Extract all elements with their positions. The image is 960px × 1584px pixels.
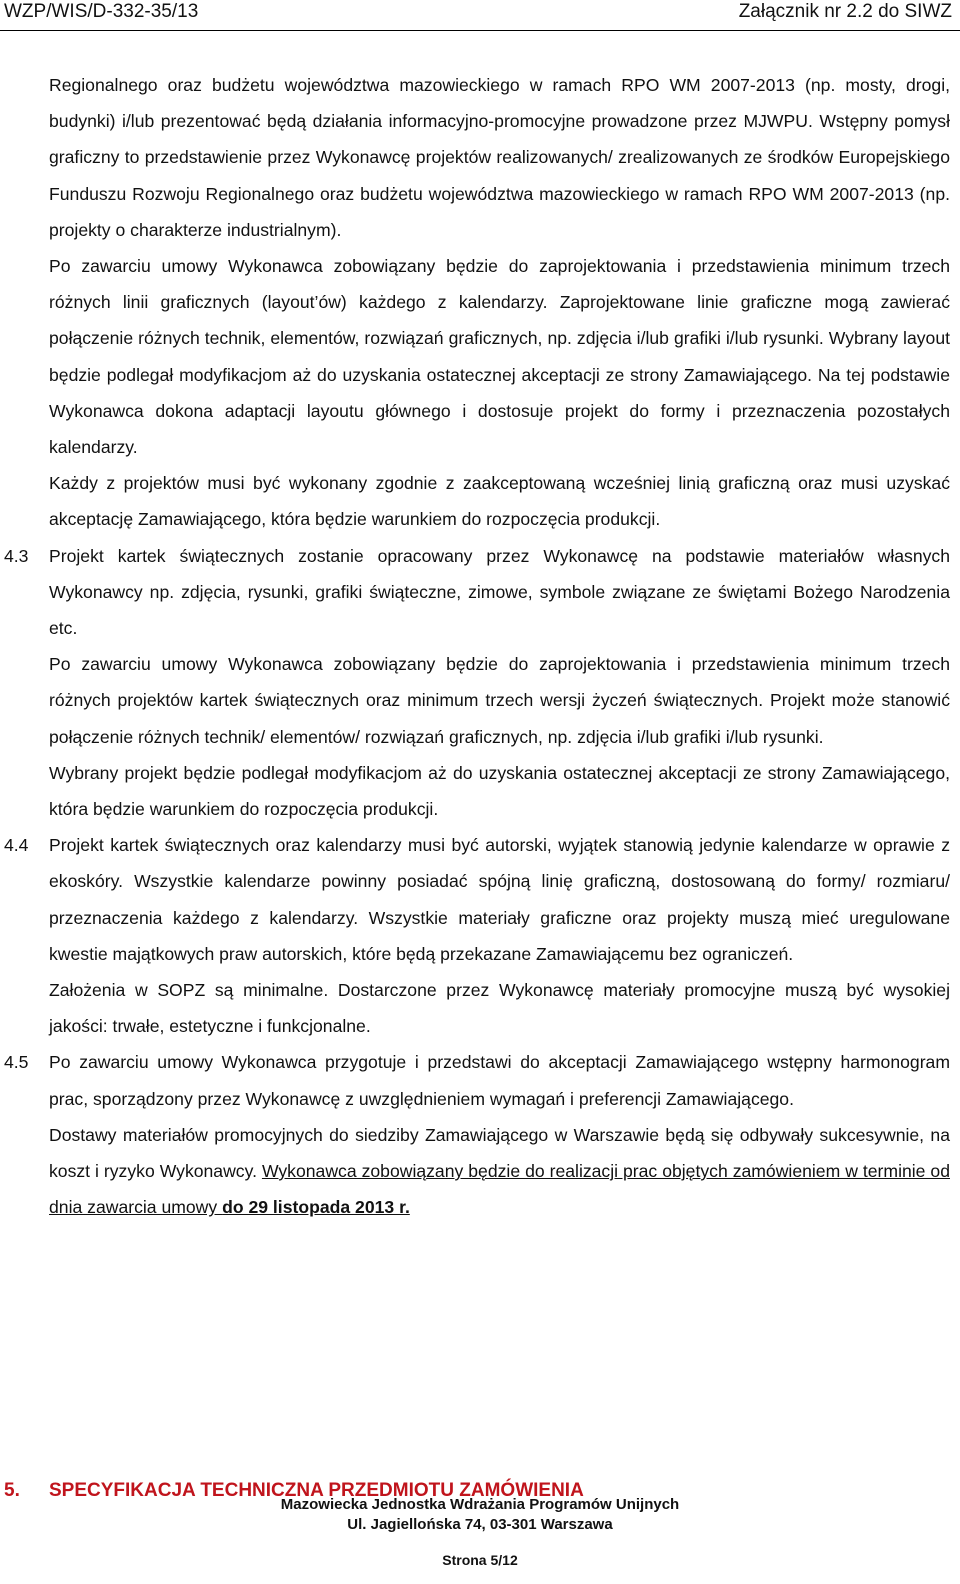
document-reference: WZP/WIS/D-332-35/13: [4, 1, 199, 22]
section-number: 4.4: [4, 835, 29, 856]
section-heading-title: SPECYFIKACJA TECHNICZNA PRZEDMIOTU ZAMÓWIENIA: [49, 1480, 584, 1501]
document-body: [4, 67, 950, 1226]
footer-organization: Mazowiecka Jednostka Wdrażania Programów Unijnych: [280, 1496, 680, 1513]
deadline-underlined: Wykonawca zobowiązany będzie do realizacji prac objętych zamówieniem w terminie od dnia zawarcia umowy: [49, 1161, 950, 1218]
page-header: [0, 0, 960, 31]
paragraph: Po zawarciu umowy Wykonawca zobowiązany będzie do zaprojektowania i przedstawienia minimum trzech różnych projektów kartek świątecznych oraz minimum trzech wersji życzeń świątecznych. Projekt może stanowić połączenie różnych technik/ elementów/ rozwiązań graficznych, np. zdjęcia i/lub grafiki i/lub rysunki.: [49, 654, 950, 747]
section-4-4: [4, 827, 950, 1044]
section-heading-number: 5.: [4, 1480, 20, 1501]
delivery-text: Dostawy materiałów promocyjnych do siedziby Zamawiającego w Warszawie będą się odbywały sukcesywnie, na koszt i ryzyko Wykonawcy.: [49, 1124, 950, 1182]
intro-paragraph-3: Każdy z projektów musi być wykonany zgodnie z zaakceptowaną wcześniej linią graficzną oraz musi uzyskać akceptację Zamawiającego, która będzie warunkiem do rozpoczęcia produkcji.: [49, 473, 950, 530]
paragraph: Wybrany projekt będzie podlegał modyfikacjom aż do uzyskania ostatecznej akceptacji ze strony Zamawiającego, która będzie warunkiem do rozpoczęcia produkcji.: [49, 762, 950, 820]
intro-paragraph-2: Po zawarciu umowy Wykonawca zobowiązany będzie do zaprojektowania i przedstawienia minimum trzech różnych linii graficznych (layout’ów) każdego z kalendarzy. Zaprojektowane linie graficzne mogą zawierać połączenie różnych technik, elementów, rozwiązań graficznych, np. zdjęcia i/lub grafiki i/lub rysunki. Wybrany layout będzie podlegał modyfikacjom aż do uzyskania ostatecznej akceptacji ze strony Zamawiającego. Na tej podstawie Wykonawca dokona adaptacji layoutu głównego i dostosuje projekt do formy i przeznaczenia pozostałych kalendarzy.: [49, 256, 950, 458]
section-4-3: [4, 538, 950, 828]
attachment-label: Załącznik nr 2.2 do SIWZ: [738, 1, 952, 22]
paragraph: Po zawarciu umowy Wykonawca przygotuje i przedstawi do akceptacji Zamawiającego wstępny harmonogram prac, sporządzony przez Wykonawcę z uwzględnieniem wymagań i preferencji Zamawiającego.: [49, 1052, 950, 1109]
section-number: 4.5: [4, 1052, 29, 1073]
footer-address: Ul. Jagiellońska 74, 03-301 Warszawa: [347, 1516, 613, 1533]
page-number: Strona 5/12: [442, 1552, 518, 1568]
deadline-date: do 29 listopada 2013 r.: [222, 1197, 410, 1218]
paragraph: Projekt kartek świątecznych oraz kalendarzy musi być autorski, wyjątek stanowią jedynie kalendarze w oprawie z ekoskóry. Wszystkie kalendarze powinny posiadać spójną linię graficzną, dostosowaną do formy/ rozmiaru/ przeznaczenia każdego z kalendarzy. Wszystkie materiały graficzne oraz projekty muszą mieć uregulowane kwestie majątkowych praw autorskich, które będą przekazane Zamawiającemu bez ograniczeń.: [49, 835, 950, 964]
section-4-5: [4, 1044, 950, 1225]
section-number: 4.3: [4, 545, 29, 566]
paragraph: Projekt kartek świątecznych zostanie opracowany przez Wykonawcę na podstawie materiałów własnych Wykonawcy np. zdjęcia, rysunki, grafiki świąteczne, zimowe, symbole związane ze świętami Bożego Narodzenia etc.: [49, 545, 950, 639]
delivery-paragraph: [49, 1117, 950, 1226]
paragraph: Założenia w SOPZ są minimalne. Dostarczone przez Wykonawcę materiały promocyjne muszą być wysokiej jakości: trwałe, estetyczne i funkcjonalne.: [49, 980, 950, 1037]
intro-paragraph-1: Regionalnego oraz budżetu województwa mazowieckiego w ramach RPO WM 2007-2013 (np. mosty, drogi, budynki) i/lub prezentować będą działania informacyjno-promocyjne prowadzone przez MJWPU. Wstępny pomysł graficzny to przedstawienie przez Wykonawcę projektów realizowanych/ zrealizowanych ze środków Europejskiego Funduszu Rozwoju Regionalnego oraz budżetu województwa mazowieckiego w ramach RPO WM 2007-2013 (np. projekty o charakterze industrialnym).: [49, 75, 950, 240]
